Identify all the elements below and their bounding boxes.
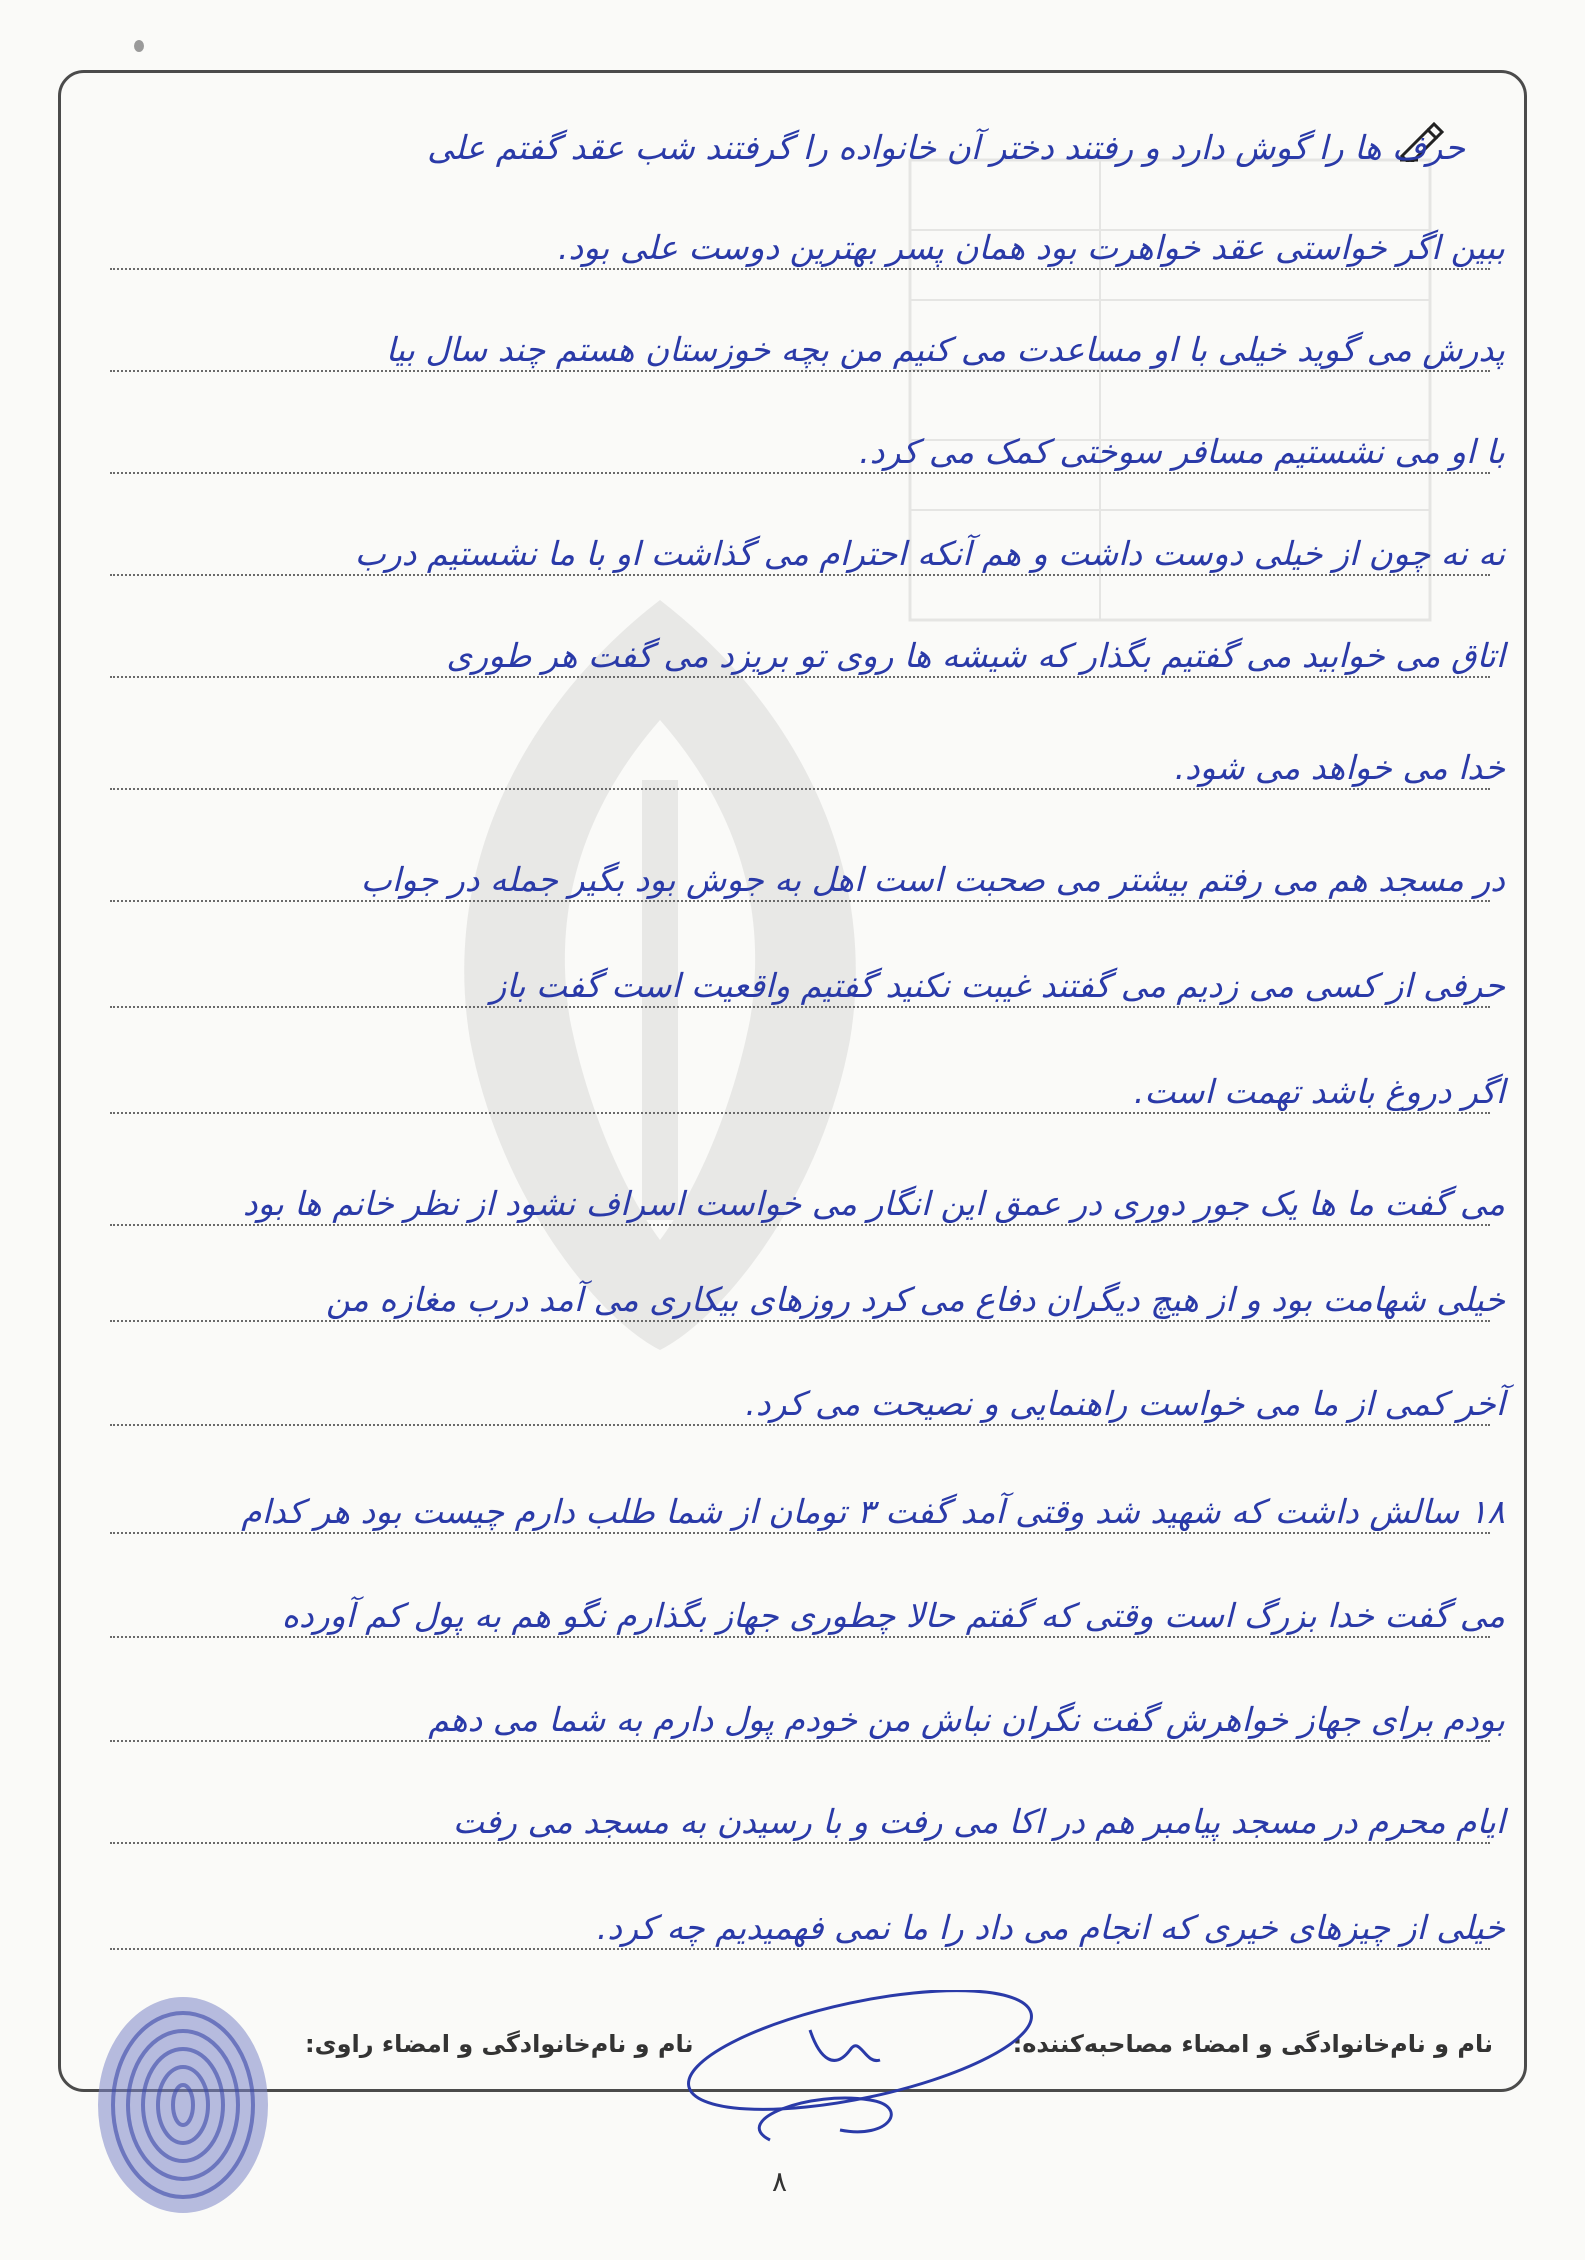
- rule-line: [110, 900, 1490, 902]
- handwritten-line: با او می نشستیم مسافر سوختی کمک می کرد.: [859, 432, 1505, 471]
- fingerprint-icon: [88, 1990, 278, 2220]
- interviewer-signature-label: نام و نام‌خانوادگی و امضاء مصاحبه‌کننده:: [1012, 2030, 1493, 2058]
- handwritten-line: ایام محرم در مسجد پیامبر هم در اکا می رفت و با رسیدن به مسجد می رفت: [452, 1802, 1505, 1841]
- handwritten-line: بودم برای جهاز خواهرش گفت نگران نباش من خودم پول دارم به شما می دهم: [428, 1700, 1505, 1739]
- handwritten-line: نه نه چون از خیلی دوست داشت و هم آنکه احترام می گذاشت او با ما نشستیم درب: [354, 534, 1505, 573]
- rule-line: [110, 1532, 1490, 1534]
- rule-line: [110, 1006, 1490, 1008]
- handwritten-line: اتاق می خوابید می گفتیم بگذار که شیشه ها روی تو بریزد می گفت هر طوری: [446, 636, 1505, 675]
- rule-line: [110, 1636, 1490, 1638]
- rule-line: [110, 676, 1490, 678]
- rule-line: [110, 1320, 1490, 1322]
- page-number: ۸: [772, 2165, 788, 2198]
- handwritten-line: ببین اگر خواستی عقد خواهرت بود همان پسر بهترین دوست علی بود.: [557, 228, 1505, 267]
- handwritten-line: خیلی از چیزهای خیری که انجام می داد را ما نمی فهمیدیم چه کرد.: [596, 1908, 1505, 1947]
- handwritten-signature: [660, 1990, 1080, 2160]
- rule-line: [110, 1424, 1490, 1426]
- handwritten-line: حرفی از کسی می زدیم می گفتند غیبت نکنید گفتیم واقعیت است گفت باز: [490, 966, 1505, 1005]
- handwritten-line: در مسجد هم می رفتم بیشتر می صحبت است اهل به جوش بود بگیر جمله در جواب: [360, 860, 1505, 899]
- handwritten-line: خیلی شهامت بود و از هیچ دیگران دفاع می کرد روزهای بیکاری می آمد درب مغازه من: [326, 1280, 1505, 1319]
- rule-line: [110, 574, 1490, 576]
- rule-line: [110, 1112, 1490, 1114]
- handwritten-line: حرف ها را گوش دارد و رفتند دختر آن خانواده را گرفتند شب عقد گفتم علی: [427, 128, 1465, 167]
- handwritten-line: خدا می خواهد می شود.: [1174, 748, 1505, 787]
- rule-line: [110, 1224, 1490, 1226]
- rule-line: [110, 1740, 1490, 1742]
- handwritten-line: آخر کمی از ما می خواست راهنمایی و نصیحت می کرد.: [745, 1384, 1505, 1423]
- handwritten-line: ۱۸ سالش داشت که شهید شد وقتی آمد گفت ۳ تومان از شما طلب دارم چیست بود هر کدام: [241, 1492, 1505, 1531]
- rule-line: [110, 472, 1490, 474]
- handwritten-line: می گفت خدا بزرگ است وقتی که گفتم حالا چطوری جهاز بگذارم نگو هم به پول کم آورده: [281, 1596, 1505, 1635]
- narrator-signature-label: نام و نام‌خانوادگی و امضاء راوی:: [305, 2030, 694, 2058]
- rule-line: [110, 1842, 1490, 1844]
- handwritten-line: می گفت ما ها یک جور دوری در عمق این انگار می خواست اسراف نشود از نظر خانم ها بود: [242, 1184, 1505, 1223]
- rule-line: [110, 1948, 1490, 1950]
- rule-line: [110, 370, 1490, 372]
- rule-line: [110, 268, 1490, 270]
- handwritten-line: پدرش می گوید خیلی با او مساعدت می کنیم من بچه خوزستان هستم چند سال بیا: [385, 330, 1505, 369]
- rule-line: [110, 788, 1490, 790]
- handwritten-line: اگر دروغ باشد تهمت است.: [1133, 1072, 1505, 1111]
